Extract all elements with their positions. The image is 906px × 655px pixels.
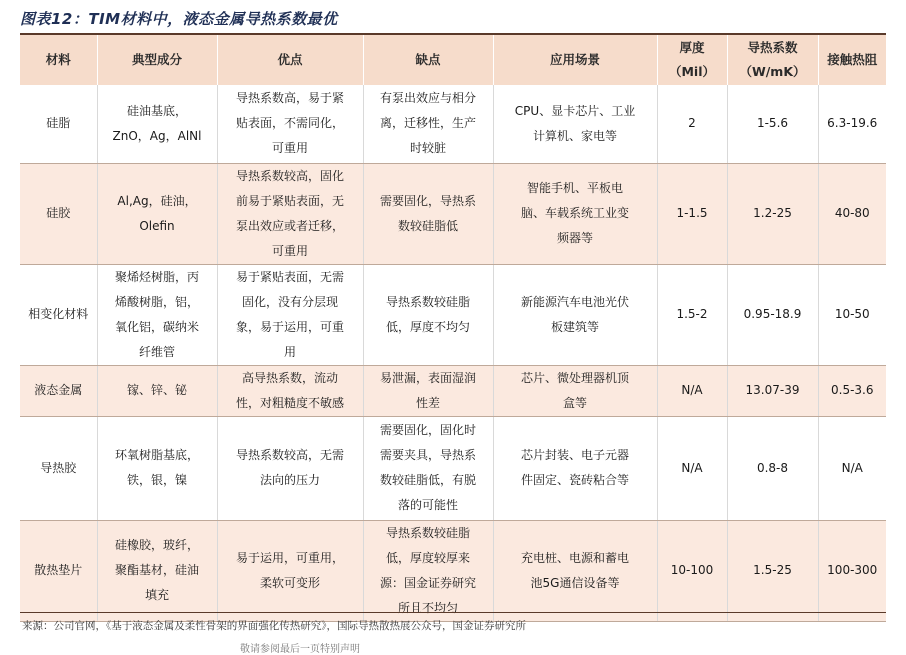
cell-conductivity: 13.07-39	[727, 365, 818, 416]
cell-conductivity: 0.95-18.9	[727, 264, 818, 365]
cell-material: 硅脂	[20, 85, 97, 163]
cell-material: 液态金属	[20, 365, 97, 416]
cell-application: 芯片、微处理器机顶 盒等	[493, 365, 657, 416]
cell-thickness: 2	[657, 85, 727, 163]
cell-composition: 硅油基底， ZnO，Ag，AlNl	[97, 85, 217, 163]
cell-cons: 需要固化，导热系 数较硅脂低	[363, 163, 493, 264]
cell-thickness: N/A	[657, 416, 727, 520]
cell-pros: 导热系数较高，无需 法向的压力	[217, 416, 363, 520]
cell-thickness: 10-100	[657, 520, 727, 621]
cell-contact-resistance: N/A	[818, 416, 886, 520]
table-row	[20, 264, 886, 365]
cell-material: 相变化材料	[20, 264, 97, 365]
cell-thickness: N/A	[657, 365, 727, 416]
cell-contact-resistance: 40-80	[818, 163, 886, 264]
cell-contact-resistance: 10-50	[818, 264, 886, 365]
cell-composition: 环氧树脂基底， 铁，银，镍	[97, 416, 217, 520]
cell-material: 散热垫片	[20, 520, 97, 621]
column-header-contact-resistance: 接触热阻	[818, 35, 886, 85]
tim-comparison-table	[20, 35, 886, 622]
cell-material: 硅胶	[20, 163, 97, 264]
table-row	[20, 365, 886, 416]
column-header-conductivity: 导热系数 （W/mK）	[727, 35, 818, 85]
column-header-material: 材料	[20, 35, 97, 85]
cell-composition: 聚烯烃树脂，丙 烯酸树脂，铝， 氧化铝，碳纳米 纤维管	[97, 264, 217, 365]
footer-fragment: 敬请参阅最后一页特别声明	[240, 644, 360, 655]
cell-conductivity: 1.2-25	[727, 163, 818, 264]
cell-composition: Al,Ag，硅油， Olefin	[97, 163, 217, 264]
cell-application: 芯片封装、电子元器 件固定、瓷砖粘合等	[493, 416, 657, 520]
cell-pros: 导热系数高，易于紧 贴表面，不需同化， 可重用	[217, 85, 363, 163]
cell-contact-resistance: 0.5-3.6	[818, 365, 886, 416]
cell-conductivity: 0.8-8	[727, 416, 818, 520]
cell-conductivity: 1-5.6	[727, 85, 818, 163]
cell-pros: 导热系数较高，固化 前易于紧贴表面，无 泵出效应或者迁移， 可重用	[217, 163, 363, 264]
cell-thickness: 1.5-2	[657, 264, 727, 365]
cell-contact-resistance: 100-300	[818, 520, 886, 621]
cell-conductivity: 1.5-25	[727, 520, 818, 621]
column-header-cons: 缺点	[363, 35, 493, 85]
cell-application: CPU、显卡芯片、工业 计算机、家电等	[493, 85, 657, 163]
table-row	[20, 416, 886, 520]
cell-cons: 有泵出效应与相分 离，迁移性，生产 时较脏	[363, 85, 493, 163]
cell-cons: 导热系数较硅脂 低，厚度不均匀	[363, 264, 493, 365]
cell-cons: 易泄漏，表面湿润 性差	[363, 365, 493, 416]
column-header-pros: 优点	[217, 35, 363, 85]
column-header-thickness: 厚度 （Mil）	[657, 35, 727, 85]
cell-thickness: 1-1.5	[657, 163, 727, 264]
cell-pros: 高导热系数，流动 性，对粗糙度不敏感	[217, 365, 363, 416]
source-note: 来源：公司官网，《基于液态金属及柔性骨架的界面强化传热研究》，国际导热散热展公众号，国金证券研究所	[22, 620, 526, 632]
cell-pros: 易于紧贴表面，无需 固化，没有分层现 象，易于运用，可重 用	[217, 264, 363, 365]
cell-cons: 导热系数较硅脂 低，厚度较厚来 源：国金证券研究 所且不均匀	[363, 520, 493, 621]
cell-composition: 硅橡胶，玻纤， 聚酯基材，硅油 填充	[97, 520, 217, 621]
table-row	[20, 520, 886, 621]
column-header-application: 应用场景	[493, 35, 657, 85]
cell-cons: 需要固化，固化时 需要夹具，导热系 数较硅脂低，有脱 落的可能性	[363, 416, 493, 520]
figure-title: 图表12：TIM材料中，液态金属导热系数最优	[20, 10, 338, 28]
column-header-composition: 典型成分	[97, 35, 217, 85]
table-row	[20, 85, 886, 163]
cell-application: 新能源汽车电池光伏 板建筑等	[493, 264, 657, 365]
cell-application: 智能手机、平板电 脑、车载系统工业变 频器等	[493, 163, 657, 264]
cell-contact-resistance: 6.3-19.6	[818, 85, 886, 163]
table-body	[20, 85, 886, 621]
cell-composition: 镓、锌、铋	[97, 365, 217, 416]
cell-material: 导热胶	[20, 416, 97, 520]
cell-application: 充电桩、电源和蓄电 池5G通信设备等	[493, 520, 657, 621]
cell-pros: 易于运用，可重用， 柔软可变形	[217, 520, 363, 621]
table-row	[20, 163, 886, 264]
table-bottom-rule	[20, 612, 886, 613]
table-header-row	[20, 35, 886, 85]
